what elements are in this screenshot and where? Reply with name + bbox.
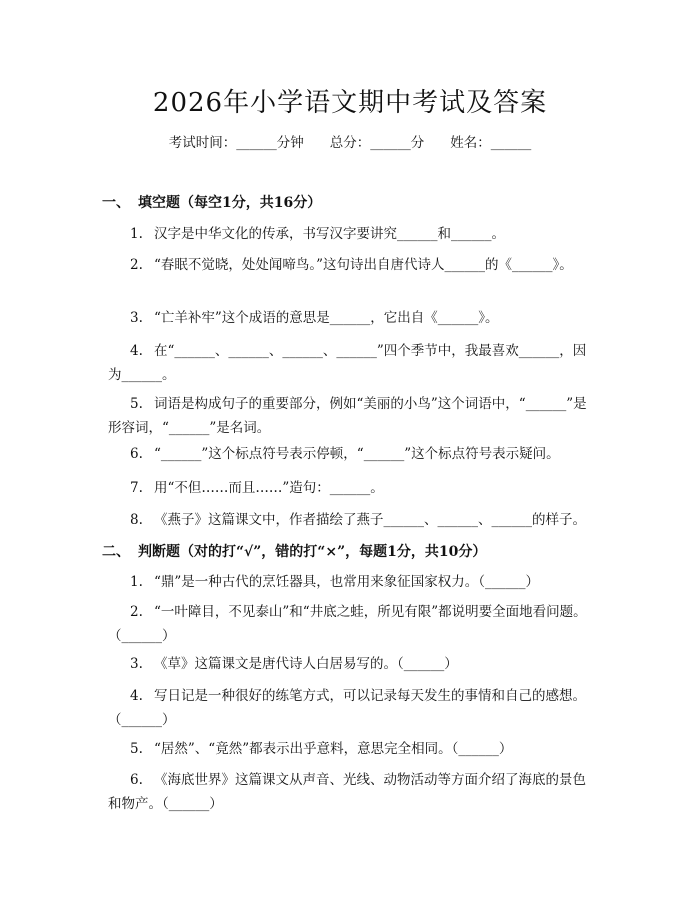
question-item — [108, 222, 596, 246]
question-text: 词语是构成句子的重要部分，例如“美丽的小鸟”这个词语中，“______”是形容词，“______”是名词。 — [108, 396, 587, 436]
question-item — [108, 684, 596, 732]
section-heading-true-false — [102, 541, 486, 561]
question-number: 3. — [130, 656, 143, 672]
question-number: 4. — [130, 343, 143, 359]
page-title: 2026年小学语文期中考试及答案 — [152, 88, 548, 118]
question-item — [108, 508, 596, 532]
question-item — [108, 339, 596, 387]
question-number: 6. — [130, 772, 143, 788]
question-item — [108, 652, 596, 676]
question-number: 7. — [130, 480, 143, 496]
question-text: 用“不但……而且……”造句：______。 — [154, 480, 384, 496]
question-text: 汉字是中华文化的传承，书写汉字要讲究______和______。 — [154, 226, 505, 242]
question-number: 8. — [130, 512, 143, 528]
student-name-field: 姓名：______ — [450, 135, 532, 151]
section-number: 一、 — [102, 195, 130, 211]
question-item — [108, 600, 596, 648]
question-number: 6. — [130, 446, 143, 462]
total-score-field: 总分：______分 — [329, 135, 425, 151]
question-item — [108, 737, 596, 761]
question-number: 1. — [130, 574, 143, 590]
question-item — [108, 570, 596, 594]
question-text: “亡羊补牢”这个成语的意思是______，它出自《______》。 — [154, 310, 499, 326]
exam-time-field: 考试时间：______分钟 — [168, 135, 304, 151]
question-number: 1. — [130, 226, 143, 242]
section-title: 判断题（对的打“√”，错的打“×”，每题1分，共10分） — [138, 544, 487, 560]
question-number: 2. — [130, 257, 143, 273]
question-item — [108, 306, 596, 330]
question-text: 《燕子》这篇课文中，作者描绘了燕子______、______、______的样子。 — [154, 512, 586, 528]
section-heading-fill-blank — [102, 192, 321, 212]
question-number: 3. — [130, 310, 143, 326]
question-item — [108, 253, 596, 277]
question-number: 2. — [130, 604, 143, 620]
question-text: 写日记是一种很好的练笔方式，可以记录每天发生的事情和自己的感想。（______） — [108, 688, 586, 728]
question-number: 5. — [130, 396, 143, 412]
question-item — [108, 442, 596, 466]
question-item — [108, 768, 596, 816]
question-text: 在“______、______、______、______”四个季节中，我最喜欢______，因为______。 — [108, 343, 587, 383]
section-title: 填空题（每空1分，共16分） — [138, 195, 322, 211]
question-text: 《海底世界》这篇课文从声音、光线、动物活动等方面介绍了海底的景色和物产。（______） — [108, 772, 586, 812]
exam-meta — [0, 131, 700, 151]
question-text: 《草》这篇课文是唐代诗人白居易写的。（______） — [154, 656, 458, 672]
question-number: 5. — [130, 741, 143, 757]
question-text: “鼎”是一种古代的烹饪器具，也常用来象征国家权力。（______） — [154, 574, 540, 590]
question-text: “一叶障目，不见泰山”和“井底之蛙，所见有限”都说明要全面地看问题。（______） — [108, 604, 587, 644]
question-item — [108, 476, 596, 500]
question-text: “______”这个标点符号表示停顿，“______”这个标点符号表示疑问。 — [154, 446, 560, 462]
question-item — [108, 392, 596, 440]
section-number: 二、 — [102, 544, 130, 560]
question-number: 4. — [130, 688, 143, 704]
question-text: “居然”、“竟然”都表示出乎意料，意思完全相同。（______） — [154, 741, 513, 757]
question-text: “春眠不觉晓，处处闻啼鸟。”这句诗出自唐代诗人______的《______》。 — [154, 257, 573, 273]
